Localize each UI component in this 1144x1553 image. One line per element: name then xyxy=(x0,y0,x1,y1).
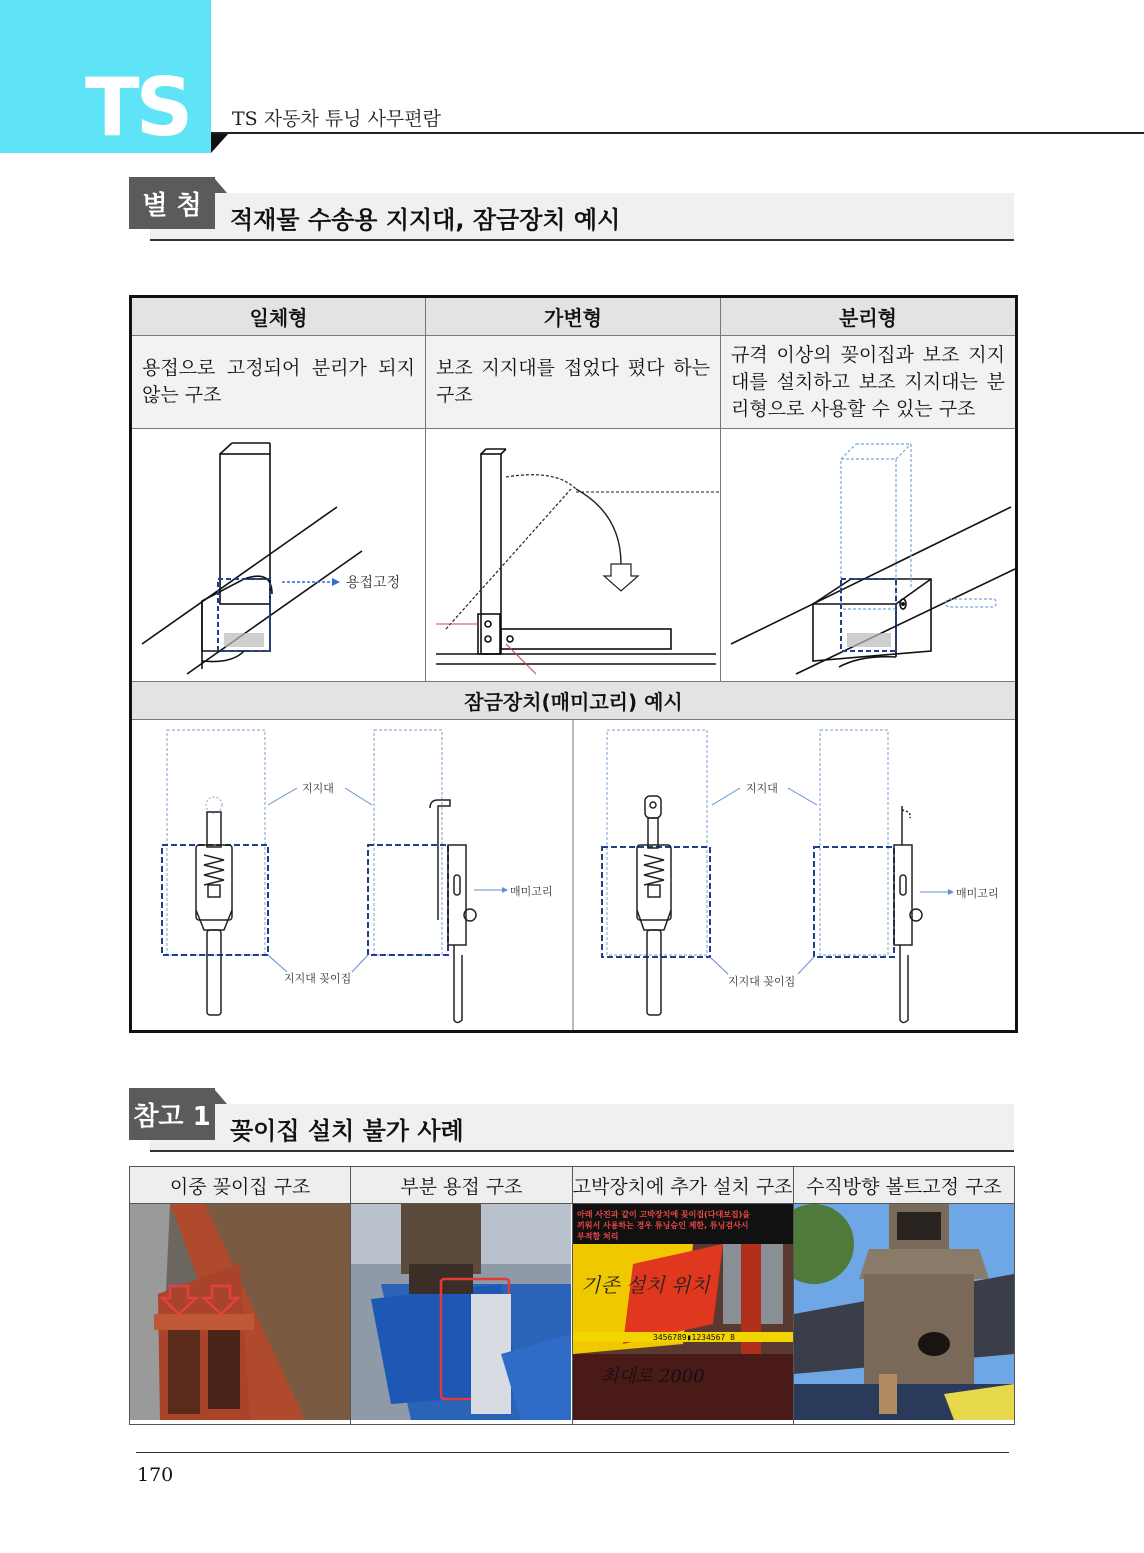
overlay-line-1: 아래 사진과 같이 고박장치에 꽂이집(다대보집)을 xyxy=(576,1210,750,1219)
prohibited-cases-table xyxy=(129,1166,1015,1425)
latch-section-header: 잠금장치(매미고리) 예시 xyxy=(131,682,1017,720)
header-rule xyxy=(211,132,1144,134)
section-title: 적재물 수송용 지지대, 잠금장치 예시 xyxy=(230,206,621,234)
label-hook-left: 매미고리 xyxy=(510,885,553,898)
handwriting-existing-position: 기존 설치 위치 xyxy=(580,1273,710,1297)
type-desc-separate: 규격 이상의 꽂이집과 보조 지지대를 설치하고 보조 지지대는 분리형으로 사용할 수 있는 구조 xyxy=(721,336,1017,429)
integrated-support-drawing xyxy=(132,429,426,681)
overlay-line-3: 부적합 처리 xyxy=(576,1232,618,1241)
latch-illustrations xyxy=(131,720,1017,1032)
label-support-right: 지지대 xyxy=(746,782,778,795)
overlay-line-2: 끼워서 사용하는 경우 튜닝승인 제한, 튜닝검사시 xyxy=(576,1221,749,1230)
case-photo-partial-weld xyxy=(351,1204,572,1425)
reference-title: 꽂이집 설치 불가 사례 xyxy=(230,1117,464,1145)
label-support-left: 지지대 xyxy=(302,782,334,795)
type-header-separate: 분리형 xyxy=(721,297,1017,336)
illustration-separate xyxy=(721,429,1017,682)
photo-vertical-bolt xyxy=(794,1204,1014,1420)
illustration-integrated xyxy=(131,429,426,682)
tape-measure-text: 3456789▮1234567 8 xyxy=(652,1333,735,1342)
case-header-partial-weld: 부분 용접 구조 xyxy=(351,1167,572,1204)
ts-logo: TS xyxy=(85,61,190,154)
type-header-variable: 가변형 xyxy=(426,297,721,336)
reference-badge-tab xyxy=(215,1090,227,1104)
handwriting-max: 최대로 2000 xyxy=(600,1366,705,1387)
callout-weld-fixed: 용접고정 xyxy=(346,575,401,591)
reference-badge: 참고 1 xyxy=(129,1088,215,1140)
footer-rule xyxy=(136,1452,1009,1453)
type-desc-variable: 보조 지지대를 접었다 폈다 하는 구조 xyxy=(426,336,721,429)
latch-example-drawing xyxy=(132,720,1012,1030)
separate-support-drawing xyxy=(721,429,1015,681)
section-badge-tab xyxy=(215,179,227,193)
case-photo-double xyxy=(130,1204,351,1425)
corner-notch xyxy=(211,133,229,153)
label-socket-right: 지지대 꽂이집 xyxy=(728,975,796,988)
case-header-lashing: 고박장치에 추가 설치 구조 xyxy=(572,1167,793,1204)
case-header-double: 이중 꽂이집 구조 xyxy=(130,1167,351,1204)
illustration-variable xyxy=(426,429,721,682)
support-types-table xyxy=(129,295,1018,1033)
page-number: 170 xyxy=(137,1464,174,1486)
photo-double-socket xyxy=(130,1204,350,1420)
type-header-integrated: 일체형 xyxy=(131,297,426,336)
label-hook-right: 매미고리 xyxy=(956,887,999,900)
photo-lashing-device xyxy=(573,1204,793,1420)
case-photo-vertical-bolt xyxy=(793,1204,1014,1425)
case-header-vertical-bolt: 수직방향 볼트고정 구조 xyxy=(793,1167,1014,1204)
case-photo-lashing xyxy=(572,1204,793,1425)
variable-support-drawing xyxy=(426,429,720,681)
running-header-title: TS 자동차 튜닝 사무편람 xyxy=(232,108,441,130)
label-socket-left: 지지대 꽂이집 xyxy=(284,972,352,985)
type-desc-integrated: 용접으로 고정되어 분리가 되지 않는 구조 xyxy=(131,336,426,429)
photo-partial-weld xyxy=(351,1204,571,1420)
section-badge: 별 첨 xyxy=(129,177,215,229)
